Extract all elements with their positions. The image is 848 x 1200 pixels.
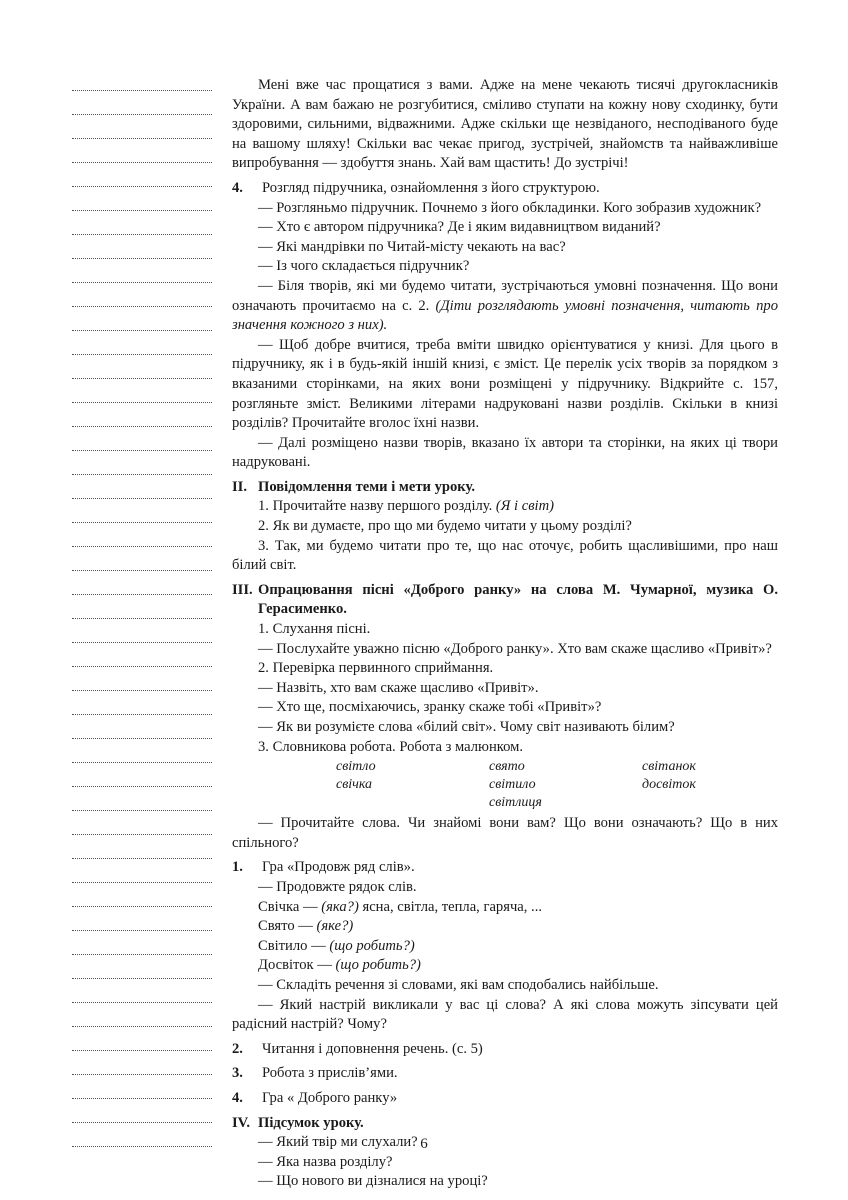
margin-note-line [72,186,212,187]
margin-note-line [72,162,212,163]
text-line [232,898,778,918]
text-paragraph: — Щоб добре вчитися, треба вміти швидко орієнтуватися у книзі. Для цього в підручнику, як і в будь-якій іншій книзі, є зміст. Це перелік усіх творів за порядком з вказаними сторінками, на яких вони розміщені у підручнику. Відкрийте с. 157, розгляньте зміст. Великими літерами надруковані назви розділів. Скільки в книзі розділів? Прочитайте вголос їхні назви. [232,336,778,432]
margin-note-line [72,810,212,811]
item-text: Робота з прислів’ями. [262,1065,398,1082]
margin-note-line [72,1074,212,1075]
margin-note-line [72,378,212,379]
margin-note-line [72,954,212,955]
text-line: 3. Так, ми будемо читати про те, що нас оточує, робить щасливішими, про наш білий світ. [232,537,778,574]
text-line: 1. Слухання пісні. [258,621,371,638]
text-plain: — Біля творів, які ми будемо читати, зустрічаються умовні позначення. Що вони означають прочитаємо на с. 2. [232,277,778,314]
item-4 [232,179,778,199]
text-plain: Свічка — [258,898,318,915]
section-title: Опрацювання пісні «Доброго ранку» на слова М. Чумарної, музика О. Герасименко. [258,581,778,618]
margin-note-line [72,1122,212,1123]
intro-paragraph: Мені вже час прощатися з вами. Адже на мене чекають тисячі другокласників України. А вам бажаю не розгубитися, сміливо ступати на кожну нову сходинку, бути здоровими, сильними, відважними. Адже скільки ще незвіданого, несподіваного буде на вашому шляху! Скільки вас чекає пригод, зустрічей, знайомств та найважливіше випробування — здобуття знань. Хай вам щастить! До зустрічі! [232,77,778,172]
margin-note-line [72,858,212,859]
game-item [232,858,778,878]
margin-note-line [72,1026,212,1027]
text-italic: (що робить?) [335,957,421,974]
vocabulary-word: світло [336,759,376,775]
text-line: — Назвіть, хто вам скаже щасливо «Привіт». [258,679,539,696]
item-number: 4. [232,1089,243,1106]
margin-note-line [72,474,212,475]
margin-note-line [72,114,212,115]
item-text: Гра « Доброго ранку» [262,1089,398,1106]
margin-note-line [72,426,212,427]
text-plain: ясна, світла, тепла, гаряча, ... [362,898,543,915]
item-title: Гра «Продовж ряд слів». [262,859,415,876]
margin-note-line [72,546,212,547]
margin-note-line [72,570,212,571]
margin-note-line [72,354,212,355]
text-paragraph [232,277,778,336]
vocabulary-word: свято [489,759,525,775]
text-italic: (яка?) [321,898,359,915]
text-paragraph: — Прочитайте слова. Чи знайомі вони вам? Що вони означають? Що в них спільного? [232,815,778,851]
text-line: — Хто є автором підручника? Де і яким видавництвом виданий? [258,219,661,236]
text-line: — Складіть речення зі словами, які вам сподобались найбільше. [258,976,659,993]
margin-note-line [72,306,212,307]
margin-note-line [72,882,212,883]
page-number: 6 [420,1136,428,1152]
margin-note-line [72,1002,212,1003]
text-italic: (Я і світ) [495,498,554,515]
text-plain: Свято — [258,918,313,935]
vocabulary-word: світанок [642,759,696,775]
margin-note-line [72,1098,212,1099]
margin-note-line [72,930,212,931]
numbered-item [232,1064,778,1084]
margin-note-line [72,234,212,235]
margin-note-line [72,498,212,499]
margin-note-line [72,594,212,595]
text-line: — Що нового ви дізналися на уроці? [258,1173,488,1190]
item-number: 4. [232,179,243,196]
item-text: Читання і доповнення речень. (с. 5) [262,1040,483,1057]
item-title: Розгляд підручника, ознайомлення з його структурою. [262,179,600,196]
margin-note-line [72,210,212,211]
numbered-item [232,1040,778,1060]
section-heading [232,1114,778,1134]
text-line: — Який настрій викликали у вас ці слова? А які слова можуть зіпсувати цей радісний настрій? Чому? [232,996,778,1033]
margin-note-line [72,258,212,259]
section-number: III. [232,581,253,598]
margin-note-line [72,1050,212,1051]
margin-note-line [72,978,212,979]
text-line: — Яка назва розділу? [258,1153,393,1170]
text-plain: 1. Прочитайте назву першого розділу. [258,498,493,515]
section-title: Повідомлення теми і мети уроку. [258,478,475,495]
text-italic: (Діти розглядають умовні позначення, читають про значення кожного з них). [232,297,778,334]
text-line: — Які мандрівки по Читай-місту чекають на вас? [258,238,566,255]
text-italic: (яке?) [316,918,354,935]
text-line: — Продовжте рядок слів. [258,878,417,895]
section-number: II. [232,478,248,495]
text-line: — Послухайте уважно пісню «Доброго ранку». Хто вам скаже щасливо «Привіт»? [258,640,772,657]
margin-note-line [72,138,212,139]
vocabulary-word: свічка [336,777,373,793]
numbered-item [232,1089,778,1109]
vocabulary-words [232,758,778,812]
vocabulary-word: світило [489,777,536,793]
margin-note-line [72,666,212,667]
item-number: 1. [232,859,243,876]
text-line: — Хто ще, посміхаючись, зранку скаже тобі «Привіт»? [258,699,602,716]
text-italic: (що робить?) [329,937,415,954]
text-line: — Із чого складається підручник? [258,258,470,275]
section-heading [232,478,778,498]
margin-note-line [72,522,212,523]
section-heading [232,581,778,620]
margin-note-line [72,690,212,691]
margin-note-line [72,618,212,619]
text-line: 2. Як ви думаєте, про що ми будемо читати у цьому розділі? [258,518,632,535]
margin-note-line [72,402,212,403]
margin-note-line [72,282,212,283]
margin-note-line [72,738,212,739]
text-line: 3. Словникова робота. Робота з малюнком. [258,738,524,755]
text-line: — Який твір ми слухали? [258,1134,418,1151]
text-plain: Світило — [258,937,326,954]
vocabulary-word [336,794,489,812]
margin-note-line [72,786,212,787]
page-content [232,76,778,1192]
item-number: 2. [232,1040,243,1057]
vocabulary-word: світлиця [489,795,542,811]
text-line [232,956,778,976]
text-plain: Досвіток — [258,957,332,974]
text-line: — Розгляньмо підручник. Почнемо з його обкладинки. Кого зобразив художник? [258,199,762,216]
text-line: — Як ви розумієте слова «білий світ». Чому світ називають білим? [258,719,675,735]
item-number: 3. [232,1065,243,1082]
margin-note-line [72,450,212,451]
text-line [232,937,778,957]
section-title: Підсумок уроку. [258,1114,364,1131]
margin-note-line [72,762,212,763]
vocabulary-word [642,794,782,812]
text-paragraph: — Далі розміщено назви творів, вказано їх автори та сторінки, на яких ці твори надруковані. [232,434,778,471]
text-line [232,917,778,937]
margin-note-line [72,330,212,331]
margin-note-line [72,906,212,907]
text-line [232,497,778,517]
margin-note-line [72,834,212,835]
margin-note-line [72,642,212,643]
section-number: IV. [232,1114,250,1131]
text-line: 2. Перевірка первинного сприймання. [258,660,494,677]
margin-note-line [72,90,212,91]
vocabulary-word: досвіток [642,777,696,793]
notes-margin [72,70,212,1130]
margin-note-line [72,714,212,715]
